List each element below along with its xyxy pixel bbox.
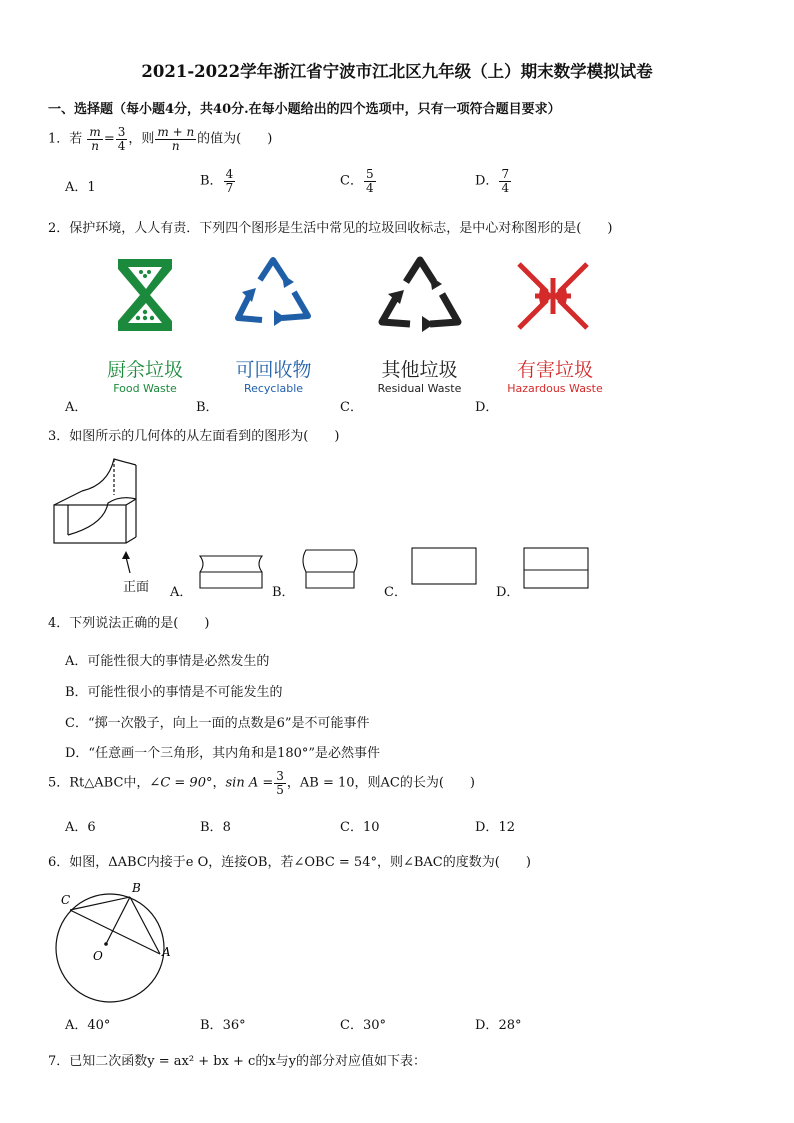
q5-option-b[interactable]: B．8 [200,820,231,835]
q5-option-a[interactable]: A．6 [65,820,96,835]
question-2: 2．保护环境，人人有责．下列四个图形是生活中常见的垃圾回收标志，是中心对称图形的是( ) [48,221,613,236]
geometry-solid-figure [48,455,158,580]
page-title: 2021-2022学年浙江省宁波市江北区九年级（上）期末数学模拟试卷 [141,62,653,81]
q2-option-b[interactable]: B． [196,400,219,415]
question-1: 1．若 $\frac{m}{n}$ = $\frac{3}{4}$ ，则 $\frac{m + n}{n}$ 的值为( ) [48,125,273,153]
q3-option-a[interactable]: A． [170,585,193,600]
q1-fraction-mn-n: $\frac{m + n}{n}$ [157,125,195,153]
q4-option-c[interactable]: C．“掷一次骰子，向上一面的点数是6”是不可能事件 [65,716,370,731]
q3-option-a-figure [194,548,268,590]
residual-waste-label: 其他垃圾 Residual Waste [377,359,462,395]
recyclable-logo-icon [228,252,318,334]
q6-option-c[interactable]: C．30° [340,1018,386,1033]
q3-option-c[interactable]: C． [384,585,407,600]
circle-triangle-figure [48,878,178,1008]
question-6: 6．如图，ΔABC内接于e O，连接OB，若∠OBC = 54°，则∠BAC的度数为( ) [48,855,531,870]
q1-option-c[interactable]: C． $\frac{5}{4}$ [340,167,374,195]
point-a-label: A [162,945,171,959]
q3-option-c-figure [410,546,478,588]
q1-fraction-3-4: $\frac{3}{4}$ [117,125,126,153]
q3-option-b-figure [298,546,362,590]
q2-option-c[interactable]: C． [340,400,363,415]
hazardous-waste-logo-icon [513,258,593,334]
q1-option-d[interactable]: D． $\frac{7}{4}$ [475,167,510,195]
question-7: 7．已知二次函数y = ax² + bx + c的x与y的部分对应值如下表： [48,1054,426,1069]
question-5: 5．Rt△ABC中，∠C = 90°，sin A = $\frac{3}{5}$ ，AB = 10，则AC的长为( ) [48,769,475,797]
q3-option-d[interactable]: D． [496,585,520,600]
q5-option-d[interactable]: D．12 [475,820,515,835]
hazardous-waste-label: 有害垃圾 Hazardous Waste [507,359,603,395]
q1-fraction-m-n: $\frac{m}{n}$ [89,125,101,153]
q2-option-d[interactable]: D． [475,400,499,415]
q2-option-a[interactable]: A． [65,400,88,415]
recyclable-label: 可回收物 Recyclable [235,359,312,395]
q1-option-a[interactable]: A．1 [65,180,96,195]
question-4: 4．下列说法正确的是( ) [48,616,210,631]
q1-option-b[interactable]: B． $\frac{4}{7}$ [200,167,234,195]
q6-option-a[interactable]: A．40° [65,1018,111,1033]
point-c-label: C [61,893,71,907]
q4-option-d[interactable]: D．“任意画一个三角形，其内角和是180°”是必然事件 [65,746,381,761]
residual-waste-logo-icon [374,252,466,338]
q6-option-d[interactable]: D．28° [475,1018,522,1033]
food-waste-logo-icon [110,255,180,335]
food-waste-label: 厨余垃圾 Food Waste [106,359,183,395]
point-o-label: O [93,949,103,963]
q5-option-c[interactable]: C．10 [340,820,380,835]
q4-option-a[interactable]: A．可能性很大的事情是必然发生的 [65,654,270,669]
q6-option-b[interactable]: B．36° [200,1018,246,1033]
question-3: 3．如图所示的几何体的从左面看到的图形为( ) [48,429,340,444]
q3-option-d-figure [522,546,590,590]
q1-prefix: 1．若 [48,131,83,147]
q3-option-b[interactable]: B． [272,585,295,600]
q4-option-b[interactable]: B．可能性很小的事情是不可能发生的 [65,685,283,700]
point-b-label: B [132,881,141,895]
front-view-label: 正面 [123,580,150,595]
section-heading: 一、选择题（每小题4分，共40分.在每小题给出的四个选项中，只有一项符合题目要求） [48,102,561,117]
